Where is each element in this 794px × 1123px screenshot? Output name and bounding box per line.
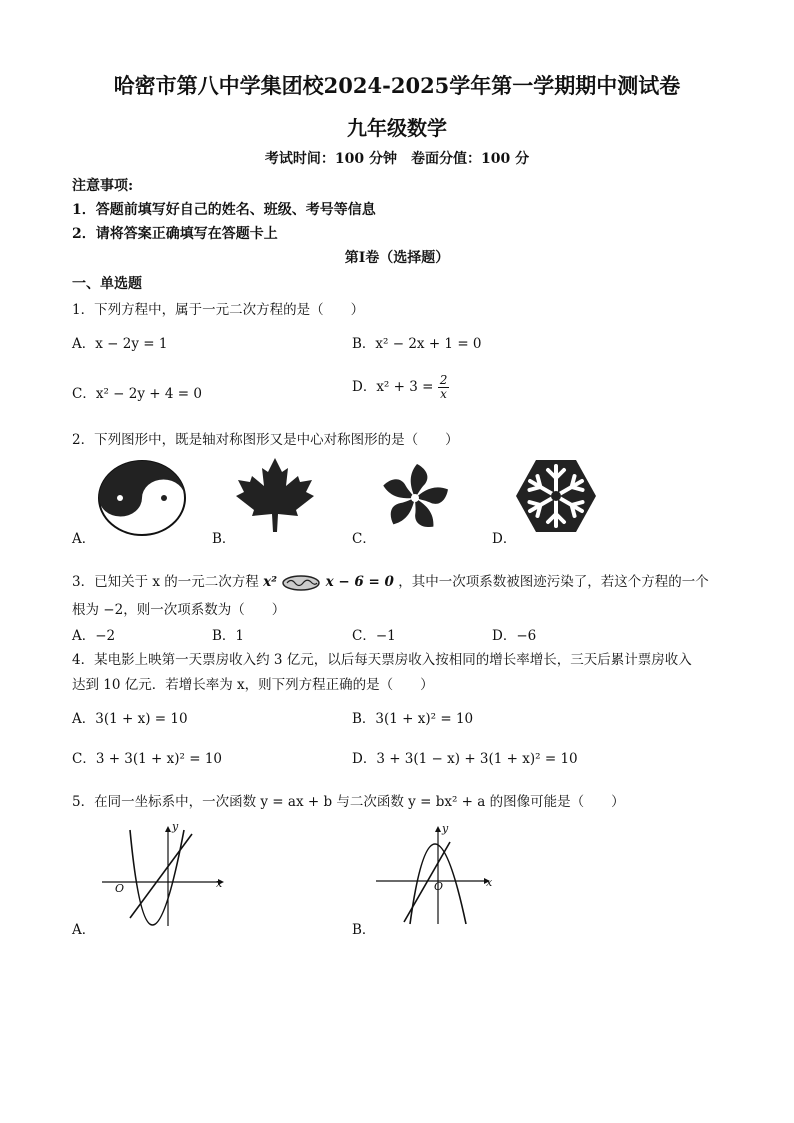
maple-leaf-icon [234,456,316,536]
q3-option-d: D．−6 [492,628,537,644]
graph-b [374,824,494,928]
fraction-numerator: 2 [439,373,448,387]
ink-smudge-icon [281,574,321,592]
graph-b-origin: O [434,880,444,893]
snowflake-hexagon-icon [516,458,596,534]
q3-stem-b: ，其中一次项系数被图迹污染了，若这个方程的一个 [398,574,709,590]
q4-option-d: D．3 + 3(1 − x) + 3(1 + x)² = 10 [352,751,578,767]
q4-stem-line2: 达到 10 亿元．若增长率为 x，则下列方程正确的是（ ） [72,677,434,693]
q5-label-b: B． [352,922,376,938]
q2-stem: 2．下列图形中，既是轴对称图形又是中心对称图形的是（ ） [72,432,459,448]
y-axis-arrow-icon [165,826,171,832]
linear-line [404,842,450,922]
exam-title: 哈密市第八中学集团校2024-2025学年第一学期期中测试卷 [113,73,681,98]
note-item-2: 2．请将答案正确填写在答题卡上 [72,226,278,242]
q4-option-c: C．3 + 3(1 + x)² = 10 [72,751,223,767]
yin-yang-icon [98,460,186,536]
q3-option-b: B．1 [212,628,245,644]
graph-a-x-label: x [216,877,223,890]
graph-b-y-label: y [442,822,449,835]
q3-stem-c: 根为 −2，则一次项系数为（ ） [72,602,286,618]
graph-b-x-label: x [486,876,493,889]
exam-info: 考试时间：100 分钟 卷面分值：100 分 [264,151,530,167]
q4-option-a: A．3(1 + x) = 10 [72,711,188,727]
q3-eq-suffix: x − 6 = 0 [325,574,394,590]
q1-option-a: A．x − 2y = 1 [72,336,168,352]
part1-title: 第Ⅰ卷（选择题） [344,250,450,266]
q1-option-d-fraction [438,374,450,401]
graph-a-y-label: y [172,820,179,833]
q3-option-a: A．−2 [72,628,116,644]
q1-option-b: B．x² − 2x + 1 = 0 [352,336,482,352]
q3-option-c: C．−1 [352,628,396,644]
q4-option-b: B．3(1 + x)² = 10 [352,711,474,727]
pinwheel-flower-icon [376,460,454,536]
q5-stem: 5．在同一坐标系中，一次函数 y = ax + b 与二次函数 y = bx² + a 的图像可能是（ ） [72,794,625,810]
q4-stem-line1: 4．某电影上映第一天票房收入约 3 亿元，以后每天票房收入按相同的增长率增长，三天后累计票房收入 [72,652,692,668]
q2-label-a: A． [72,531,96,547]
q2-label-b: B． [212,531,236,547]
q3-stem-a: 3．已知关于 x 的一元二次方程 [72,574,259,590]
note-item-1: 1．答题前填写好自己的姓名、班级、考号等信息 [72,202,376,218]
q1-option-d [352,374,449,401]
parabola-curve [130,830,184,925]
q5-label-a: A． [72,922,96,938]
q3-stem-line1 [72,570,709,592]
q1-stem: 1．下列方程中，属于一元二次方程的是（ ） [72,302,365,318]
y-axis-arrow-icon [435,826,441,832]
graph-a-origin: O [115,882,125,895]
section-title: 一、单选题 [72,276,142,292]
q1-option-c: C．x² − 2y + 4 = 0 [72,386,202,402]
fraction-denominator: x [440,387,447,401]
linear-line [130,834,192,918]
q1-option-d-prefix: D．x² + 3 = [352,379,434,395]
q3-eq-prefix: x² [263,574,278,590]
q2-label-d: D． [492,531,517,547]
graph-a [100,822,230,932]
exam-subtitle: 九年级数学 [347,116,447,140]
notes-heading: 注意事项: [72,178,134,194]
q2-label-c: C． [352,531,376,547]
